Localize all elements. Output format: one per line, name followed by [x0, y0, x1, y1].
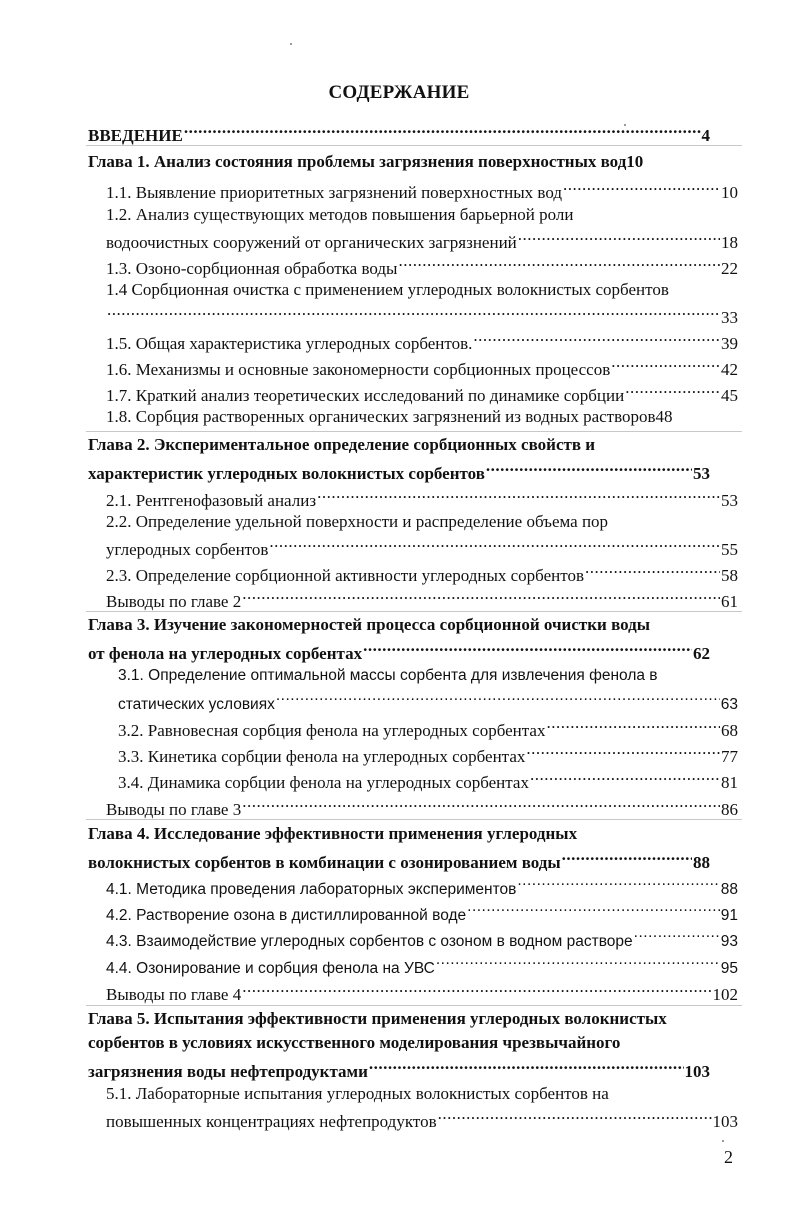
toc-entry-intro[interactable]: [88, 121, 710, 143]
leader-dots: [563, 178, 720, 198]
scan-speck: [624, 124, 626, 126]
toc-page-number: 42: [721, 360, 738, 379]
toc-entry-chapter-4-conclusions[interactable]: [106, 980, 738, 1002]
divider: [86, 1005, 742, 1006]
toc-entry-title: 2.2. Определение удельной поверхности и распределение объема пор: [106, 512, 609, 531]
toc-entry-chapter-2-conclusions[interactable]: [106, 587, 738, 609]
toc-entry-title: характеристик углеродных волокнистых сорбентов: [88, 464, 485, 483]
toc-entry-title: Глава 3. Изучение закономерностей процесса сорбционной очистки воды: [88, 615, 651, 634]
toc-entry-title: статических условиях: [118, 696, 275, 713]
toc-entry-title: 2.3. Определение сорбционной активности углеродных сорбентов: [106, 566, 584, 585]
leader-dots: [467, 900, 720, 920]
toc-page-number: 81: [721, 773, 738, 792]
toc-entry-2-2[interactable]: [106, 535, 738, 557]
toc-page-number: 77: [721, 747, 738, 766]
toc-page-number: 10: [721, 183, 738, 202]
toc-entry-title: 4.4. Озонирование и сорбция фенола на УВС: [106, 960, 435, 977]
toc-entry-title: Глава 2. Экспериментальное определение сорбционных свойств и: [88, 435, 596, 454]
toc-entry-chapter-2-line1[interactable]: [88, 435, 712, 457]
toc-entry-title: 3.4. Динамика сорбции фенола на углеродных сорбентах: [118, 773, 529, 792]
toc-entry-title: 3.1. Определение оптимальной массы сорбента для извлечения фенола в: [118, 667, 658, 684]
leader-dots: [625, 381, 720, 401]
toc-page-number: 10: [626, 152, 644, 171]
toc-page-number: 53: [721, 491, 738, 510]
divider: [86, 819, 742, 820]
toc-entry-1-4[interactable]: [106, 303, 738, 325]
toc-page-number: 86: [721, 800, 738, 819]
leader-dots: [486, 459, 692, 479]
toc-entry-title: водоочистных сооружений от органических загрязнений: [106, 233, 517, 252]
toc-page-number: 95: [720, 960, 738, 977]
toc-entry-title: Глава 4. Исследование эффективности применения углеродных: [88, 824, 578, 843]
toc-page-number: 68: [721, 721, 738, 740]
toc-entry-chapter-1[interactable]: [88, 152, 712, 174]
toc-entry-title: Глава 1. Анализ состояния проблемы загрязнения поверхностных вод: [88, 152, 627, 171]
toc-entry-1-7[interactable]: [106, 381, 738, 403]
leader-dots: [562, 848, 692, 868]
leader-dots: [634, 926, 720, 946]
leader-dots: [398, 254, 720, 274]
toc-entry-4-4[interactable]: [106, 953, 738, 975]
toc-entry-title: 4.2. Растворение озона в дистиллированной воде: [106, 907, 467, 924]
toc-entry-chapter-3-conclusions[interactable]: [106, 795, 738, 817]
toc-entry-title: Выводы по главе 3: [106, 800, 242, 819]
toc-entry-chapter-5[interactable]: [88, 1057, 710, 1079]
divider: [86, 145, 742, 146]
toc-page-number: 55: [721, 540, 738, 559]
divider: [86, 431, 742, 432]
leader-dots: [473, 329, 720, 349]
toc-page-number: 103: [712, 1112, 738, 1131]
toc-entry-chapter-5-line2[interactable]: [88, 1033, 738, 1055]
toc-page-number: 58: [721, 566, 738, 585]
leader-dots: [526, 742, 720, 762]
toc-entry-2-1[interactable]: [106, 486, 738, 508]
leader-dots: [107, 303, 720, 323]
toc-entry-chapter-3[interactable]: [88, 639, 710, 661]
toc-entry-1-2[interactable]: [106, 228, 738, 250]
toc-page-number: 4: [701, 126, 710, 145]
toc-entry-1-6[interactable]: [106, 355, 738, 377]
leader-dots: [436, 953, 720, 973]
toc-entry-title: 4.1. Методика проведения лабораторных экспериментов: [106, 881, 517, 898]
leader-dots: [269, 535, 720, 555]
toc-entry-title: 4.3. Взаимодействие углеродных сорбентов с озоном в водном растворе: [106, 933, 633, 950]
toc-entry-title: 1.6. Механизмы и основные закономерности сорбционных процессов: [106, 360, 611, 379]
toc-entry-chapter-2[interactable]: [88, 459, 710, 481]
scan-speck: [290, 43, 292, 45]
toc-page-number: 48: [655, 407, 673, 426]
toc-entry-chapter-4-line1[interactable]: [88, 824, 718, 846]
leader-dots: [242, 980, 711, 1000]
toc-entry-title: сорбентов в условиях искусственного моделирования чрезвычайного: [88, 1033, 621, 1052]
leader-dots: [242, 587, 720, 607]
toc-entry-1-4-line1[interactable]: [106, 280, 742, 302]
toc-entry-title: 1.8. Сорбция растворенных органических загрязнений из водных растворов: [106, 407, 656, 426]
leader-dots: [184, 121, 701, 141]
leader-dots: [611, 355, 720, 375]
toc-entry-title: 3.3. Кинетика сорбции фенола на углеродных сорбентах: [118, 747, 526, 766]
toc-page-number: 18: [721, 233, 738, 252]
toc-page-number: 45: [721, 386, 738, 405]
toc-page-number: 22: [721, 259, 738, 278]
toc-entry-3-3[interactable]: [118, 742, 738, 764]
leader-dots: [585, 561, 720, 581]
leader-dots: [276, 689, 720, 709]
page-number: 2: [724, 1147, 733, 1167]
toc-entry-title: 1.2. Анализ существующих методов повышения барьерной роли: [106, 205, 574, 224]
toc-entry-title: Выводы по главе 2: [106, 592, 242, 611]
toc-entry-1-2-line1[interactable]: [106, 205, 738, 227]
toc-page-number: 93: [720, 933, 738, 950]
leader-dots: [546, 716, 720, 736]
leader-dots: [242, 795, 720, 815]
toc-entry-1-5[interactable]: [106, 329, 738, 351]
leader-dots: [363, 639, 692, 659]
toc-entry-title: повышенных концентрациях нефтепродуктов: [106, 1112, 437, 1131]
leader-dots: [518, 228, 720, 248]
toc-entry-title: Глава 5. Испытания эффективности применения углеродных волокнистых: [88, 1009, 667, 1028]
toc-page-number: 103: [684, 1062, 710, 1081]
toc-entry-title: 1.5. Общая характеристика углеродных сорбентов.: [106, 334, 473, 353]
toc-page-number: 62: [693, 644, 710, 663]
toc-entry-5-1-line1[interactable]: [106, 1084, 738, 1106]
toc-entry-chapter-5-line1[interactable]: [88, 1009, 738, 1031]
toc-entry-title: загрязнения воды нефтепродуктами: [88, 1062, 368, 1081]
toc-entry-2-3[interactable]: [106, 561, 738, 583]
toc-entry-1-3[interactable]: [106, 254, 738, 276]
toc-entry-title: 3.2. Равновесная сорбция фенола на углеродных сорбентах: [118, 721, 546, 740]
toc-page-number: 53: [693, 464, 710, 483]
toc-page-number: 61: [721, 592, 738, 611]
toc-entry-chapter-4[interactable]: [88, 848, 710, 870]
toc-entry-chapter-3-line1[interactable]: [88, 615, 718, 637]
toc-page-number: 102: [712, 985, 738, 1004]
toc-page-number: 88: [720, 881, 738, 898]
page-title: СОДЕРЖАНИЕ: [328, 82, 470, 103]
toc-page-number: 63: [720, 696, 738, 713]
toc-entry-4-1[interactable]: [106, 874, 738, 896]
toc-entry-4-2[interactable]: [106, 900, 738, 922]
toc-entry-4-3[interactable]: [106, 926, 738, 948]
leader-dots: [369, 1057, 684, 1077]
toc-entry-title: 1.7. Краткий анализ теоретических исследований по динамике сорбции: [106, 386, 625, 405]
divider: [86, 611, 742, 612]
toc-entry-title: 1.1. Выявление приоритетных загрязнений поверхностных вод: [106, 183, 562, 202]
toc-entry-title: 5.1. Лабораторные испытания углеродных волокнистых сорбентов на: [106, 1084, 609, 1103]
toc-entry-1-8[interactable]: [106, 407, 740, 429]
toc-entry-title: волокнистых сорбентов в комбинации с озонированием воды: [88, 853, 561, 872]
leader-dots: [317, 486, 720, 506]
toc-entry-title: 1.3. Озоно-сорбционная обработка воды: [106, 259, 398, 278]
toc-page-number: 33: [721, 308, 738, 327]
leader-dots: [530, 768, 720, 788]
toc-page-number: 39: [721, 334, 738, 353]
toc-entry-title: от фенола на углеродных сорбентах: [88, 644, 363, 663]
scan-speck: [722, 1140, 724, 1142]
toc-entry-5-1[interactable]: [106, 1107, 738, 1129]
leader-dots: [517, 874, 719, 894]
toc-entry-3-1[interactable]: [118, 689, 738, 711]
toc-entry-1-1[interactable]: [106, 178, 738, 200]
toc-page-number: 91: [720, 907, 738, 924]
toc-entry-3-4[interactable]: [118, 768, 738, 790]
toc-entry-2-2-line1[interactable]: [106, 512, 738, 534]
leader-dots: [438, 1107, 712, 1127]
toc-entry-title: Выводы по главе 4: [106, 985, 242, 1004]
toc-page-number: 88: [693, 853, 710, 872]
toc-entry-title: ВВЕДЕНИЕ: [88, 126, 183, 145]
toc-entry-title: углеродных сорбентов: [106, 540, 269, 559]
toc-entry-3-1-line1[interactable]: [118, 666, 740, 688]
toc-entry-title: 1.4 Сорбционная очистка с применением углеродных волокнистых сорбентов: [106, 280, 669, 299]
toc-entry-3-2[interactable]: [118, 716, 738, 738]
toc-entry-title: 2.1. Рентгенофазовый анализ: [106, 491, 317, 510]
